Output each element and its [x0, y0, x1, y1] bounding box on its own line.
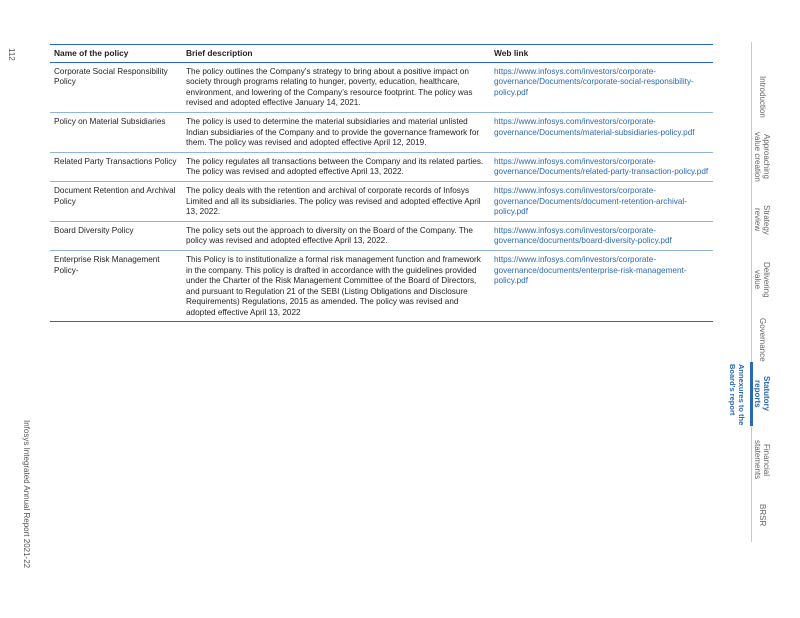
page-number: 112 — [7, 48, 16, 61]
table-row — [50, 221, 713, 250]
nav-strategy-review[interactable]: Strategy review — [753, 205, 771, 235]
policy-description: The policy regulates all transactions between the Company and its related parties. The policy was revised and adopted effective April 13, 2022. — [182, 152, 490, 181]
table-header-row — [50, 45, 713, 63]
table-row — [50, 181, 713, 221]
table-row — [50, 112, 713, 152]
policy-link[interactable]: https://www.infosys.com/investors/corporate-governance/documents/board-diversity-policy.pdf — [490, 221, 713, 250]
policy-description: The policy is used to determine the material subsidiaries and material unlisted Indian subsidiaries of the Company and to provide the governance framework for them. The policy was revised and adopted effective April 12, 2019. — [182, 112, 490, 152]
report-title: Infosys Integrated Annual Report 2021-22 — [22, 420, 31, 569]
policy-table — [50, 44, 713, 322]
nav-delivering-value[interactable]: Delivering value — [753, 262, 771, 298]
nav-approaching-value-creation[interactable]: Approaching value creation — [753, 132, 771, 182]
policy-link[interactable]: https://www.infosys.com/investors/corporate-governance/Documents/material-subsidiaries-policy.pdf — [490, 112, 713, 152]
nav-introduction[interactable]: Introduction — [758, 76, 767, 118]
nav-financial-statements[interactable]: Financial statements — [753, 440, 771, 480]
policy-description: This Policy is to institutionalize a formal risk management function and framework in the company. This policy is drafted in accordance with the guidelines provided under the Charter of the Risk Management Committee of the Board of Directors, and pursuant to Regulation 21 of the SEBI (Listing Obligations and Disclosure Requirements) Regulations, 2015 as amended. The policy was revised and adopted effective April 13, 2022 — [182, 250, 490, 322]
nav-statutory-reports[interactable]: Statutory reports — [753, 376, 771, 412]
nav-divider — [751, 42, 752, 542]
header-description: Brief description — [182, 45, 490, 63]
table-row — [50, 62, 713, 112]
policy-link[interactable]: https://www.infosys.com/investors/corporate-governance/documents/enterprise-risk-management-policy.pdf — [490, 250, 713, 322]
policy-name: Policy on Material Subsidiaries — [50, 112, 182, 152]
policy-name: Related Party Transactions Policy — [50, 152, 182, 181]
policy-description: The policy outlines the Company’s strategy to bring about a positive impact on society through programs relating to hunger, poverty, education, healthcare, environment, and lowering of the Company’s resource footprint. The policy was revised and adopted effective January 14, 2021. — [182, 62, 490, 112]
header-policy-name: Name of the policy — [50, 45, 182, 63]
policy-name: Board Diversity Policy — [50, 221, 182, 250]
policy-name: Document Retention and Archival Policy — [50, 181, 182, 221]
policy-link[interactable]: https://www.infosys.com/investors/corporate-governance/Documents/corporate-social-responsibility-policy.pdf — [490, 62, 713, 112]
policy-name: Enterprise Risk Management Policy- — [50, 250, 182, 322]
policy-description: The policy deals with the retention and archival of corporate records of Infosys Limited and all its subsidiaries. The policy was revised and adopted effective April 13, 2022. — [182, 181, 490, 221]
nav-brsr[interactable]: BRSR — [758, 504, 767, 527]
policy-description: The policy sets out the approach to diversity on the Board of the Company. The policy was revised and adopted effective April 13, 2022. — [182, 221, 490, 250]
header-web-link: Web link — [490, 45, 713, 63]
policy-link[interactable]: https://www.infosys.com/investors/corporate-governance/Documents/related-party-transaction-policy.pdf — [490, 152, 713, 181]
policy-link[interactable]: https://www.infosys.com/investors/corporate-governance/Documents/document-retention-archival-policy.pdf — [490, 181, 713, 221]
policy-name: Corporate Social Responsibility Policy — [50, 62, 182, 112]
table-row — [50, 250, 713, 322]
nav-annexures-board-report[interactable]: Annexures to the Board's report — [728, 364, 746, 426]
table-row — [50, 152, 713, 181]
nav-governance[interactable]: Governance — [758, 318, 767, 362]
